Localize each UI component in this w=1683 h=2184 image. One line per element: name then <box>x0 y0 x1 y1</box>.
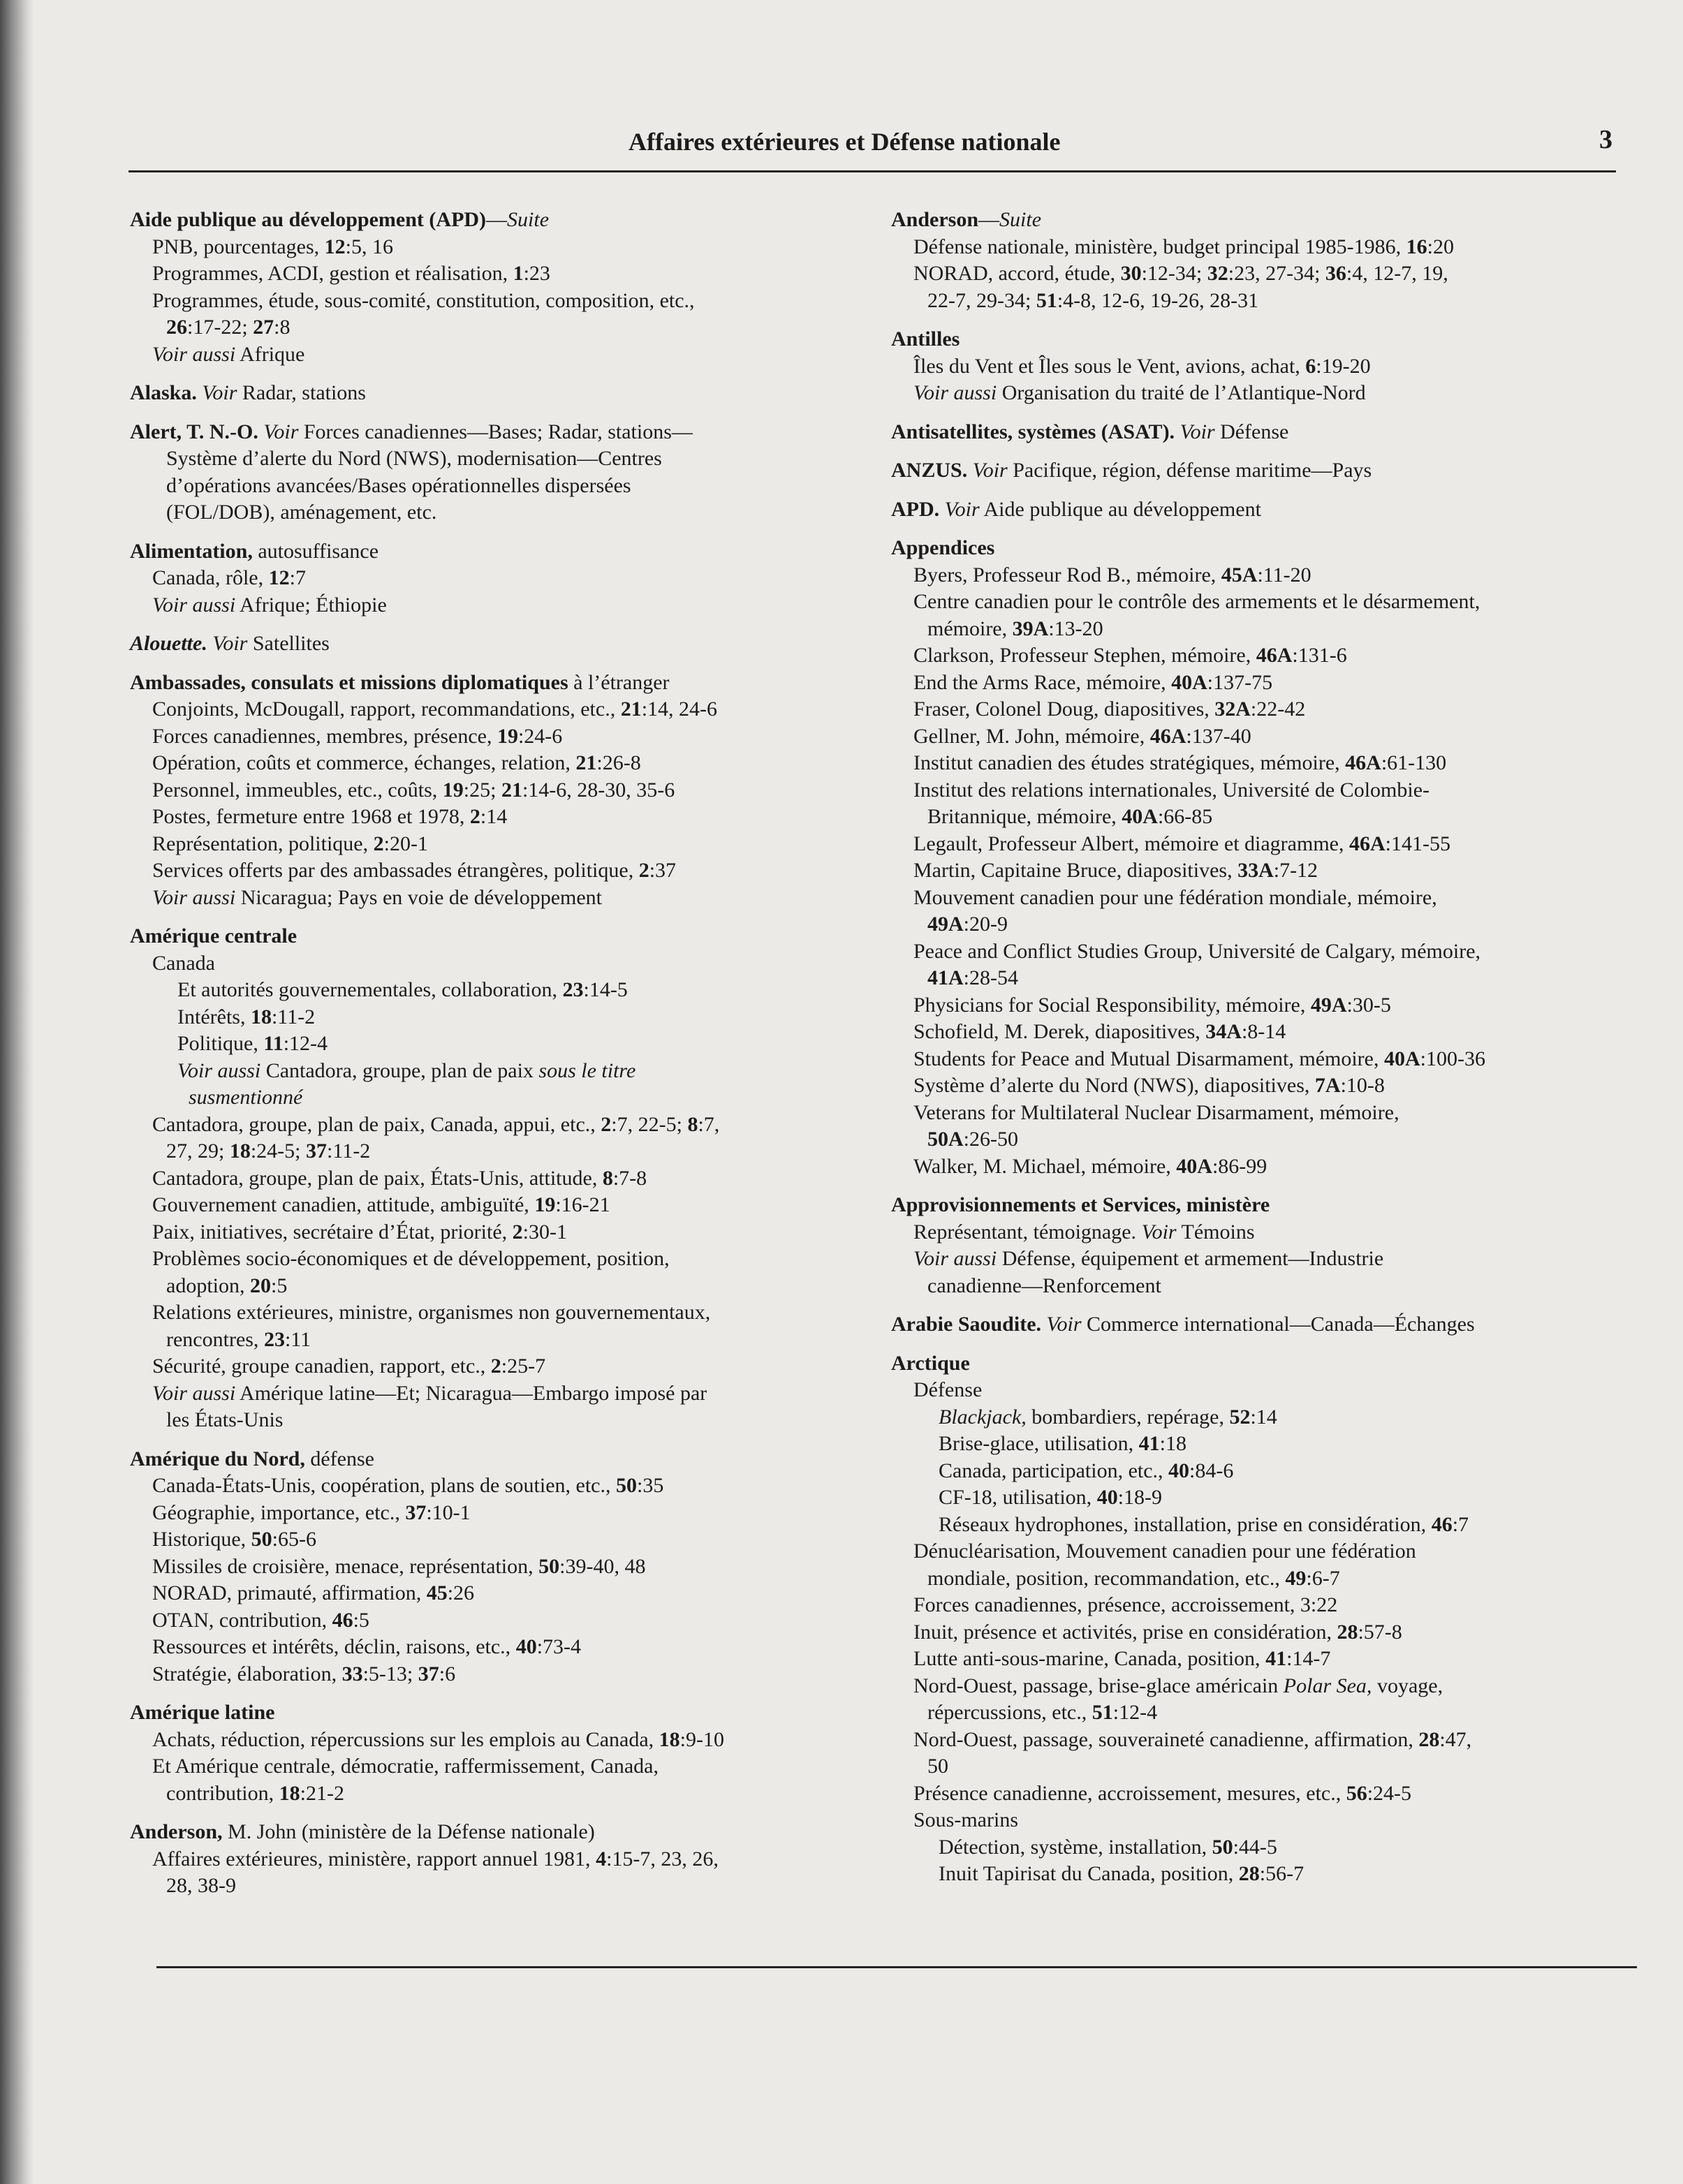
entry-heading: ANZUS. Voir Pacifique, région, défense maritime—Pays <box>891 459 1372 482</box>
subentry-continuation: 41A:28-54 <box>927 966 1018 989</box>
subentry: Représentation, politique, 2:20-1 <box>152 832 428 855</box>
index-entry <box>130 380 870 407</box>
subentry-continuation: 49A:20-9 <box>927 913 1008 936</box>
subentry: Inuit, présence et activités, prise en considération, 28:57-8 <box>913 1620 1402 1644</box>
index-entry <box>891 1311 1631 1338</box>
subentry: Clarkson, Professeur Stephen, mémoire, 46A:131-6 <box>913 644 1347 667</box>
subentry: Géographie, importance, etc., 37:10-1 <box>152 1500 471 1524</box>
entry-heading: Alouette. Voir Satellites <box>130 632 330 655</box>
subentry: Walker, M. Michael, mémoire, 40A:86-99 <box>913 1154 1267 1178</box>
entry-heading: Alert, T. N.-O. Voir Forces canadiennes—Bases; Radar, stations— <box>130 420 693 443</box>
entry-heading: Ambassades, consulats et missions diplomatiques à l’étranger <box>130 670 670 694</box>
index-entry <box>130 1699 870 1807</box>
subentry: Sous-marins <box>913 1808 1018 1831</box>
subentry: Postes, fermeture entre 1968 et 1978, 2:14 <box>152 805 508 828</box>
subentry: Opération, coûts et commerce, échanges, relation, 21:26-8 <box>152 751 641 774</box>
subentry: Politique, 11:12-4 <box>177 1032 328 1055</box>
subentry: Paix, initiatives, secrétaire d’État, priorité, 2:30-1 <box>152 1220 567 1244</box>
subentry: Schofield, M. Derek, diapositives, 34A:8-14 <box>913 1020 1286 1043</box>
index-entry <box>130 1446 870 1688</box>
subentry: Voir aussi Cantadora, groupe, plan de paix sous le titre <box>177 1058 636 1082</box>
index-entry <box>891 1192 1631 1299</box>
subentry: Institut canadien des études stratégiques, mémoire, 46A:61-130 <box>913 751 1447 774</box>
subentry: Voir aussi Défense, équipement et armement—Industrie <box>913 1247 1384 1270</box>
index-entry <box>130 419 870 526</box>
subentry-continuation: mondiale, position, recommandation, etc., 49:6-7 <box>927 1566 1340 1590</box>
subentry: Et autorités gouvernementales, collaboration, 23:14-5 <box>177 978 628 1001</box>
index-entry <box>891 419 1631 446</box>
subentry: Stratégie, élaboration, 33:5-13; 37:6 <box>152 1662 456 1685</box>
subentry: Sécurité, groupe canadien, rapport, etc., 2:25-7 <box>152 1355 546 1378</box>
subentry: Achats, réduction, répercussions sur les emplois au Canada, 18:9-10 <box>152 1727 724 1751</box>
subentry: Affaires extérieures, ministère, rapport annuel 1981, 4:15-7, 23, 26, <box>152 1847 719 1871</box>
subentry-continuation: susmentionné <box>189 1086 303 1109</box>
entry-heading: Amérique latine <box>130 1701 275 1724</box>
page-number: 3 <box>1599 125 1612 154</box>
subentry: Cantadora, groupe, plan de paix, États-Unis, attitude, 8:7-8 <box>152 1166 647 1190</box>
subentry: Brise-glace, utilisation, 41:18 <box>939 1432 1186 1455</box>
index-entry <box>891 207 1631 314</box>
subentry: End the Arms Race, mémoire, 40A:137-75 <box>913 670 1273 694</box>
subentry: Lutte anti-sous-marine, Canada, position, 41:14-7 <box>913 1647 1331 1670</box>
subentry: Voir aussi Amérique latine—Et; Nicaragua—Embargo imposé par <box>152 1381 707 1405</box>
subentry: Présence canadienne, accroissement, mesures, etc., 56:24-5 <box>913 1781 1412 1805</box>
entry-heading: Alaska. Voir Radar, stations <box>130 381 366 404</box>
subentry: Défense nationale, ministère, budget principal 1985-1986, 16:20 <box>913 235 1454 258</box>
index-entry <box>130 923 870 1434</box>
header-rule <box>128 170 1616 172</box>
heading-continuation: Système d’alerte du Nord (NWS), modernisation—Centres <box>166 447 662 470</box>
subentry: Physicians for Social Responsibility, mémoire, 49A:30-5 <box>913 993 1391 1017</box>
heading-continuation: (FOL/DOB), aménagement, etc. <box>166 501 437 524</box>
entry-heading: Anderson—Suite <box>891 208 1042 231</box>
subentry: Mouvement canadien pour une fédération mondiale, mémoire, <box>913 885 1437 909</box>
index-entry <box>891 326 1631 407</box>
subentry: Blackjack, bombardiers, repérage, 52:14 <box>939 1405 1277 1429</box>
subentry: Voir aussi Afrique <box>152 342 305 366</box>
subentry: CF-18, utilisation, 40:18-9 <box>939 1486 1163 1509</box>
subentry: Personnel, immeubles, etc., coûts, 19:25; 21:14-6, 28-30, 35-6 <box>152 778 675 802</box>
subentry: Inuit Tapirisat du Canada, position, 28:56-7 <box>939 1862 1304 1885</box>
subentry: PNB, pourcentages, 12:5, 16 <box>152 235 393 258</box>
right-column <box>891 207 1631 1900</box>
index-entry <box>130 1819 870 1900</box>
subentry-continuation: contribution, 18:21-2 <box>166 1781 344 1805</box>
subentry: Conjoints, McDougall, rapport, recommandations, etc., 21:14, 24-6 <box>152 698 718 721</box>
subentry: Canada <box>152 951 215 975</box>
subentry: Legault, Professeur Albert, mémoire et diagramme, 46A:141-55 <box>913 832 1450 855</box>
subentry: Réseaux hydrophones, installation, prise en considération, 46:7 <box>939 1512 1469 1536</box>
entry-heading: Approvisionnements et Services, ministère <box>891 1193 1270 1216</box>
subentry: Voir aussi Nicaragua; Pays en voie de développement <box>152 885 603 909</box>
subentry: Intérêts, 18:11-2 <box>177 1005 316 1028</box>
subentry: Gouvernement canadien, attitude, ambiguïté, 19:16-21 <box>152 1193 610 1216</box>
entry-heading: Arctique <box>891 1351 970 1375</box>
subentry: Dénucléarisation, Mouvement canadien pour une fédération <box>913 1540 1416 1563</box>
subentry-continuation: 22-7, 29-34; 51:4-8, 12-6, 19-26, 28-31 <box>927 288 1259 312</box>
subentry: Forces canadiennes, membres, présence, 19:24-6 <box>152 724 563 748</box>
subentry-continuation: 50 <box>927 1755 948 1778</box>
subentry: Représentant, témoignage. Voir Témoins <box>913 1220 1255 1244</box>
index-entry <box>130 630 870 658</box>
subentry: OTAN, contribution, 46:5 <box>152 1608 369 1632</box>
subentry: Ressources et intérêts, déclin, raisons, etc., 40:73-4 <box>152 1635 582 1658</box>
subentry: Défense <box>913 1378 983 1401</box>
subentry: Nord-Ouest, passage, souveraineté canadienne, affirmation, 28:47, <box>913 1727 1472 1751</box>
subentry: Canada, rôle, 12:7 <box>152 566 306 589</box>
subentry-continuation: canadienne—Renforcement <box>927 1274 1161 1297</box>
subentry-continuation: Britannique, mémoire, 40A:66-85 <box>927 805 1213 828</box>
subentry: Nord-Ouest, passage, brise-glace américain Polar Sea, voyage, <box>913 1674 1443 1697</box>
subentry: Îles du Vent et Îles sous le Vent, avions, achat, 6:19-20 <box>913 354 1371 378</box>
index-entry <box>130 207 870 368</box>
index-entry <box>891 535 1631 1180</box>
subentry: Students for Peace and Mutual Disarmament, mémoire, 40A:100-36 <box>913 1047 1485 1070</box>
subentry: Gellner, M. John, mémoire, 46A:137-40 <box>913 724 1251 748</box>
index-entry <box>130 670 870 912</box>
entry-heading: Antisatellites, systèmes (ASAT). Voir Défense <box>891 420 1289 443</box>
entry-heading: Aide publique au développement (APD)—Suite <box>130 208 550 231</box>
subentry: Et Amérique centrale, démocratie, raffermissement, Canada, <box>152 1755 659 1778</box>
subentry: Forces canadiennes, présence, accroissement, 3:22 <box>913 1593 1338 1616</box>
subentry: Services offerts par des ambassades étrangères, politique, 2:37 <box>152 859 677 882</box>
subentry: Problèmes socio-économiques et de développement, position, <box>152 1247 670 1270</box>
index-entry <box>130 538 870 619</box>
entry-heading: APD. Voir Aide publique au développement <box>891 497 1261 521</box>
subentry: Cantadora, groupe, plan de paix, Canada, appui, etc., 2:7, 22-5; 8:7, <box>152 1112 720 1136</box>
subentry-continuation: 27, 29; 18:24-5; 37:11-2 <box>166 1139 371 1163</box>
subentry: Martin, Capitaine Bruce, diapositives, 33A:7-12 <box>913 859 1318 882</box>
subentry: Historique, 50:65-6 <box>152 1528 316 1551</box>
entry-heading: Appendices <box>891 536 995 559</box>
entry-heading: Amérique centrale <box>130 924 297 947</box>
left-column <box>130 207 870 1912</box>
subentry: Programmes, étude, sous-comité, constitution, composition, etc., <box>152 288 695 312</box>
subentry: Byers, Professeur Rod B., mémoire, 45A:11-20 <box>913 563 1311 586</box>
subentry: Institut des relations internationales, Université de Colombie- <box>913 778 1430 802</box>
subentry: Missiles de croisière, menace, représentation, 50:39-40, 48 <box>152 1554 646 1578</box>
entry-heading: Arabie Saoudite. Voir Commerce international—Canada—Échanges <box>891 1313 1475 1336</box>
subentry: Fraser, Colonel Doug, diapositives, 32A:22-42 <box>913 698 1306 721</box>
subentry: NORAD, primauté, affirmation, 45:26 <box>152 1581 475 1604</box>
subentry-continuation: rencontres, 23:11 <box>166 1327 311 1351</box>
index-entry <box>891 1350 1631 1888</box>
entry-heading: Amérique du Nord, défense <box>130 1447 374 1470</box>
entry-heading: Anderson, M. John (ministère de la Défense nationale) <box>130 1820 595 1843</box>
subentry: Canada, participation, etc., 40:84-6 <box>939 1459 1234 1482</box>
index-entry <box>891 496 1631 524</box>
subentry-continuation: 50A:26-50 <box>927 1128 1018 1151</box>
subentry: Détection, système, installation, 50:44-5 <box>939 1835 1277 1859</box>
subentry: Voir aussi Organisation du traité de l’Atlantique-Nord <box>913 381 1366 404</box>
subentry-continuation: 26:17-22; 27:8 <box>166 316 291 339</box>
heading-continuation: d’opérations avancées/Bases opérationnelles dispersées <box>166 473 631 497</box>
subentry: Programmes, ACDI, gestion et réalisation, 1:23 <box>152 262 550 285</box>
subentry: Système d’alerte du Nord (NWS), diapositives, 7A:10-8 <box>913 1074 1385 1097</box>
running-title: Affaires extérieures et Défense nationale <box>629 128 1061 156</box>
subentry: Veterans for Multilateral Nuclear Disarmament, mémoire, <box>913 1100 1399 1124</box>
subentry: Peace and Conflict Studies Group, Université de Calgary, mémoire, <box>913 939 1481 963</box>
subentry-continuation: les États-Unis <box>166 1408 284 1431</box>
subentry-continuation: 28, 38-9 <box>166 1874 236 1897</box>
subentry: Relations extérieures, ministre, organismes non gouvernementaux, <box>152 1301 711 1324</box>
subentry: Voir aussi Afrique; Éthiopie <box>152 593 387 617</box>
entry-heading: Alimentation, autosuffisance <box>130 539 379 563</box>
subentry: Centre canadien pour le contrôle des armements et le désarmement, <box>913 590 1480 613</box>
subentry: Canada-États-Unis, coopération, plans de soutien, etc., 50:35 <box>152 1474 664 1497</box>
footer-rule <box>156 1966 1637 1968</box>
index-entry <box>891 457 1631 485</box>
subentry-continuation: répercussions, etc., 51:12-4 <box>927 1701 1158 1724</box>
entry-heading: Antilles <box>891 327 960 351</box>
subentry-continuation: mémoire, 39A:13-20 <box>927 617 1103 640</box>
subentry: NORAD, accord, étude, 30:12-34; 32:23, 27-34; 36:4, 12-7, 19, <box>913 262 1448 285</box>
scan-binding-edge <box>0 0 34 2184</box>
subentry-continuation: adoption, 20:5 <box>166 1274 288 1297</box>
